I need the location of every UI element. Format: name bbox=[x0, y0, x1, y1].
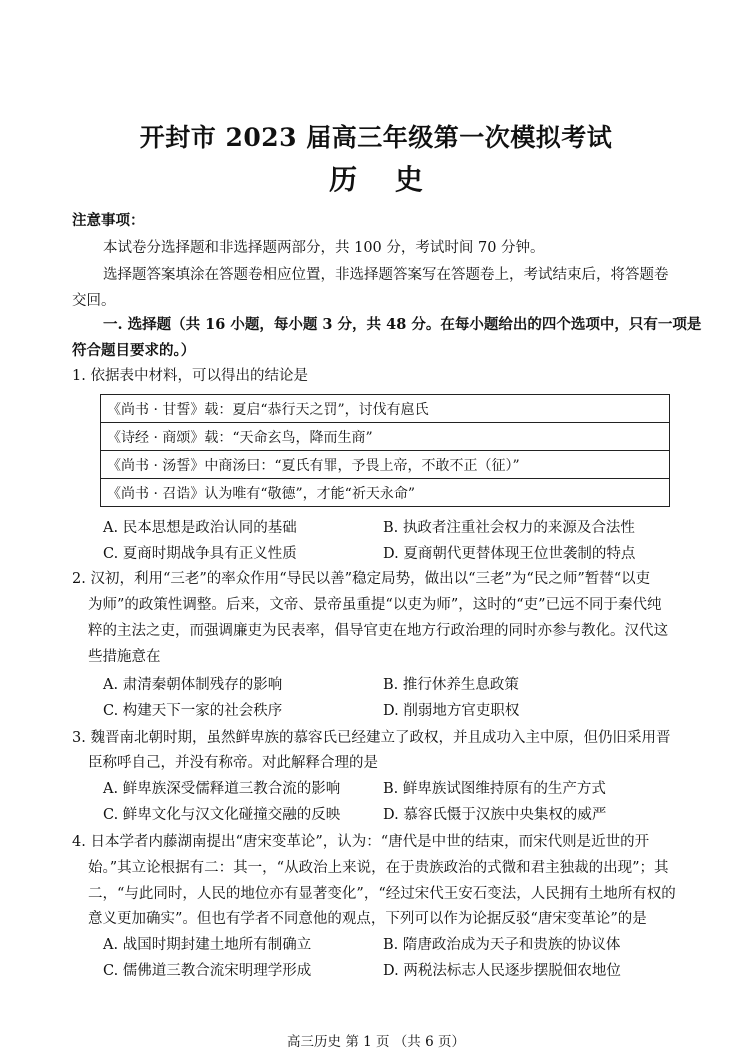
table-row bbox=[101, 395, 670, 423]
q2-option-b: B. 推行休养生息政策 bbox=[383, 677, 519, 693]
q2-option-c: C. 构建天下一家的社会秩序 bbox=[103, 703, 283, 719]
notice-heading: 注意事项： bbox=[72, 212, 145, 229]
q4-stem-line-2: 始。”其立论根据有二：其一，“从政治上来说，在于贵族政治的式微和君主独裁的出现”；其 bbox=[88, 860, 669, 876]
q2-stem-line-2: 为师”的政策性调整。后来，文帝、景帝虽重提“以吏为师”，这时的“吏”已远不同于秦代纯 bbox=[88, 597, 662, 613]
q3-stem-line-2: 臣称呼自己，并没有称帝。对此解释合理的是 bbox=[88, 755, 378, 771]
q4-option-c: C. 儒佛道三教合流宋明理学形成 bbox=[103, 963, 312, 979]
q4-option-a: A. 战国时期封建土地所有制确立 bbox=[103, 937, 312, 953]
table-cell: 《尚书 · 召诰》认为唯有“敬德”，才能“祈天永命” bbox=[101, 479, 670, 507]
subject-title: 历 史 bbox=[329, 163, 423, 196]
q2-option-a: A. 肃清秦朝体制残存的影响 bbox=[103, 677, 283, 693]
q3-option-d: D. 慕容氏慑于汉族中央集权的威严 bbox=[383, 807, 607, 823]
table-cell: 《尚书 · 汤誓》中商汤曰：“夏氏有罪，予畏上帝，不敢不正（征）” bbox=[101, 451, 670, 479]
exam-title: 开封市 2023 届高三年级第一次模拟考试 bbox=[139, 123, 613, 152]
q4-stem-line-4: 意义更加确实”。但也有学者不同意他的观点，下列可以作为论据反驳“唐宋变革论”的是 bbox=[88, 911, 647, 927]
notice-line-1: 本试卷分选择题和非选择题两部分，共 100 分，考试时间 70 分钟。 bbox=[103, 240, 545, 256]
q4-stem-line-3: 二，“与此同时，人民的地位亦有显著变化”，“经过宋代王安石变法，人民拥有土地所有权的 bbox=[88, 886, 676, 902]
q4-stem-line-1: 4. 日本学者内藤湖南提出“唐宋变革论”，认为：“唐代是中世的结束，而宋代则是近世的开 bbox=[72, 834, 650, 850]
q3-option-a: A. 鲜卑族深受儒释道三教合流的影响 bbox=[103, 781, 341, 797]
q2-option-d: D. 削弱地方官吏职权 bbox=[383, 703, 520, 719]
q3-option-c: C. 鲜卑文化与汉文化碰撞交融的反映 bbox=[103, 807, 341, 823]
q3-stem-line-1: 3. 魏晋南北朝时期，虽然鲜卑族的慕容氏已经建立了政权，并且成功入主中原，但仍旧采用晋 bbox=[72, 730, 671, 746]
section-heading-line-1: 一. 选择题（共 16 小题，每小题 3 分，共 48 分。在每小题给出的四个选项中，只有一项是 bbox=[103, 316, 702, 333]
q1-option-d: D. 夏商朝代更替体现王位世袭制的特点 bbox=[383, 546, 636, 562]
table-cell: 《诗经 · 商颂》载：“天命玄鸟，降而生商” bbox=[101, 423, 670, 451]
table-row bbox=[101, 479, 670, 507]
q1-option-b: B. 执政者注重社会权力的来源及合法性 bbox=[383, 520, 635, 536]
q4-option-b: B. 隋唐政治成为天子和贵族的协议体 bbox=[383, 937, 621, 953]
q3-option-b: B. 鲜卑族试图维持原有的生产方式 bbox=[383, 781, 606, 797]
q2-stem-line-1: 2. 汉初，利用“三老”的率众作用“导民以善”稳定局势，做出以“三老”为“民之师”暂替“以吏 bbox=[72, 571, 651, 587]
notice-line-2b: 交回。 bbox=[72, 293, 116, 309]
notice-line-2a: 选择题答案填涂在答题卷相应位置，非选择题答案写在答题卷上，考试结束后，将答题卷 bbox=[103, 267, 669, 283]
q4-option-d: D. 两税法标志人民逐步摆脱佃农地位 bbox=[383, 963, 621, 979]
section-heading-line-2: 符合题目要求的。） bbox=[72, 342, 196, 359]
q1-option-c: C. 夏商时期战争具有正义性质 bbox=[103, 546, 297, 562]
q1-option-a: A. 民本思想是政治认同的基础 bbox=[103, 520, 297, 536]
q2-stem-line-3: 粹的主法之吏，而强调廉吏为民表率，倡导官吏在地方行政治理的同时亦参与教化。汉代这 bbox=[88, 623, 668, 639]
table-cell: 《尚书 · 甘誓》载：夏启“恭行天之罚”，讨伐有扈氏 bbox=[101, 395, 670, 423]
q1-source-table bbox=[100, 394, 670, 507]
q2-stem-line-4: 些措施意在 bbox=[88, 649, 161, 665]
table-row bbox=[101, 451, 670, 479]
table-row bbox=[101, 423, 670, 451]
q1-stem: 1. 依据表中材料，可以得出的结论是 bbox=[72, 368, 308, 384]
page-footer: 高三历史 第 1 页 （共 6 页） bbox=[287, 1034, 465, 1050]
